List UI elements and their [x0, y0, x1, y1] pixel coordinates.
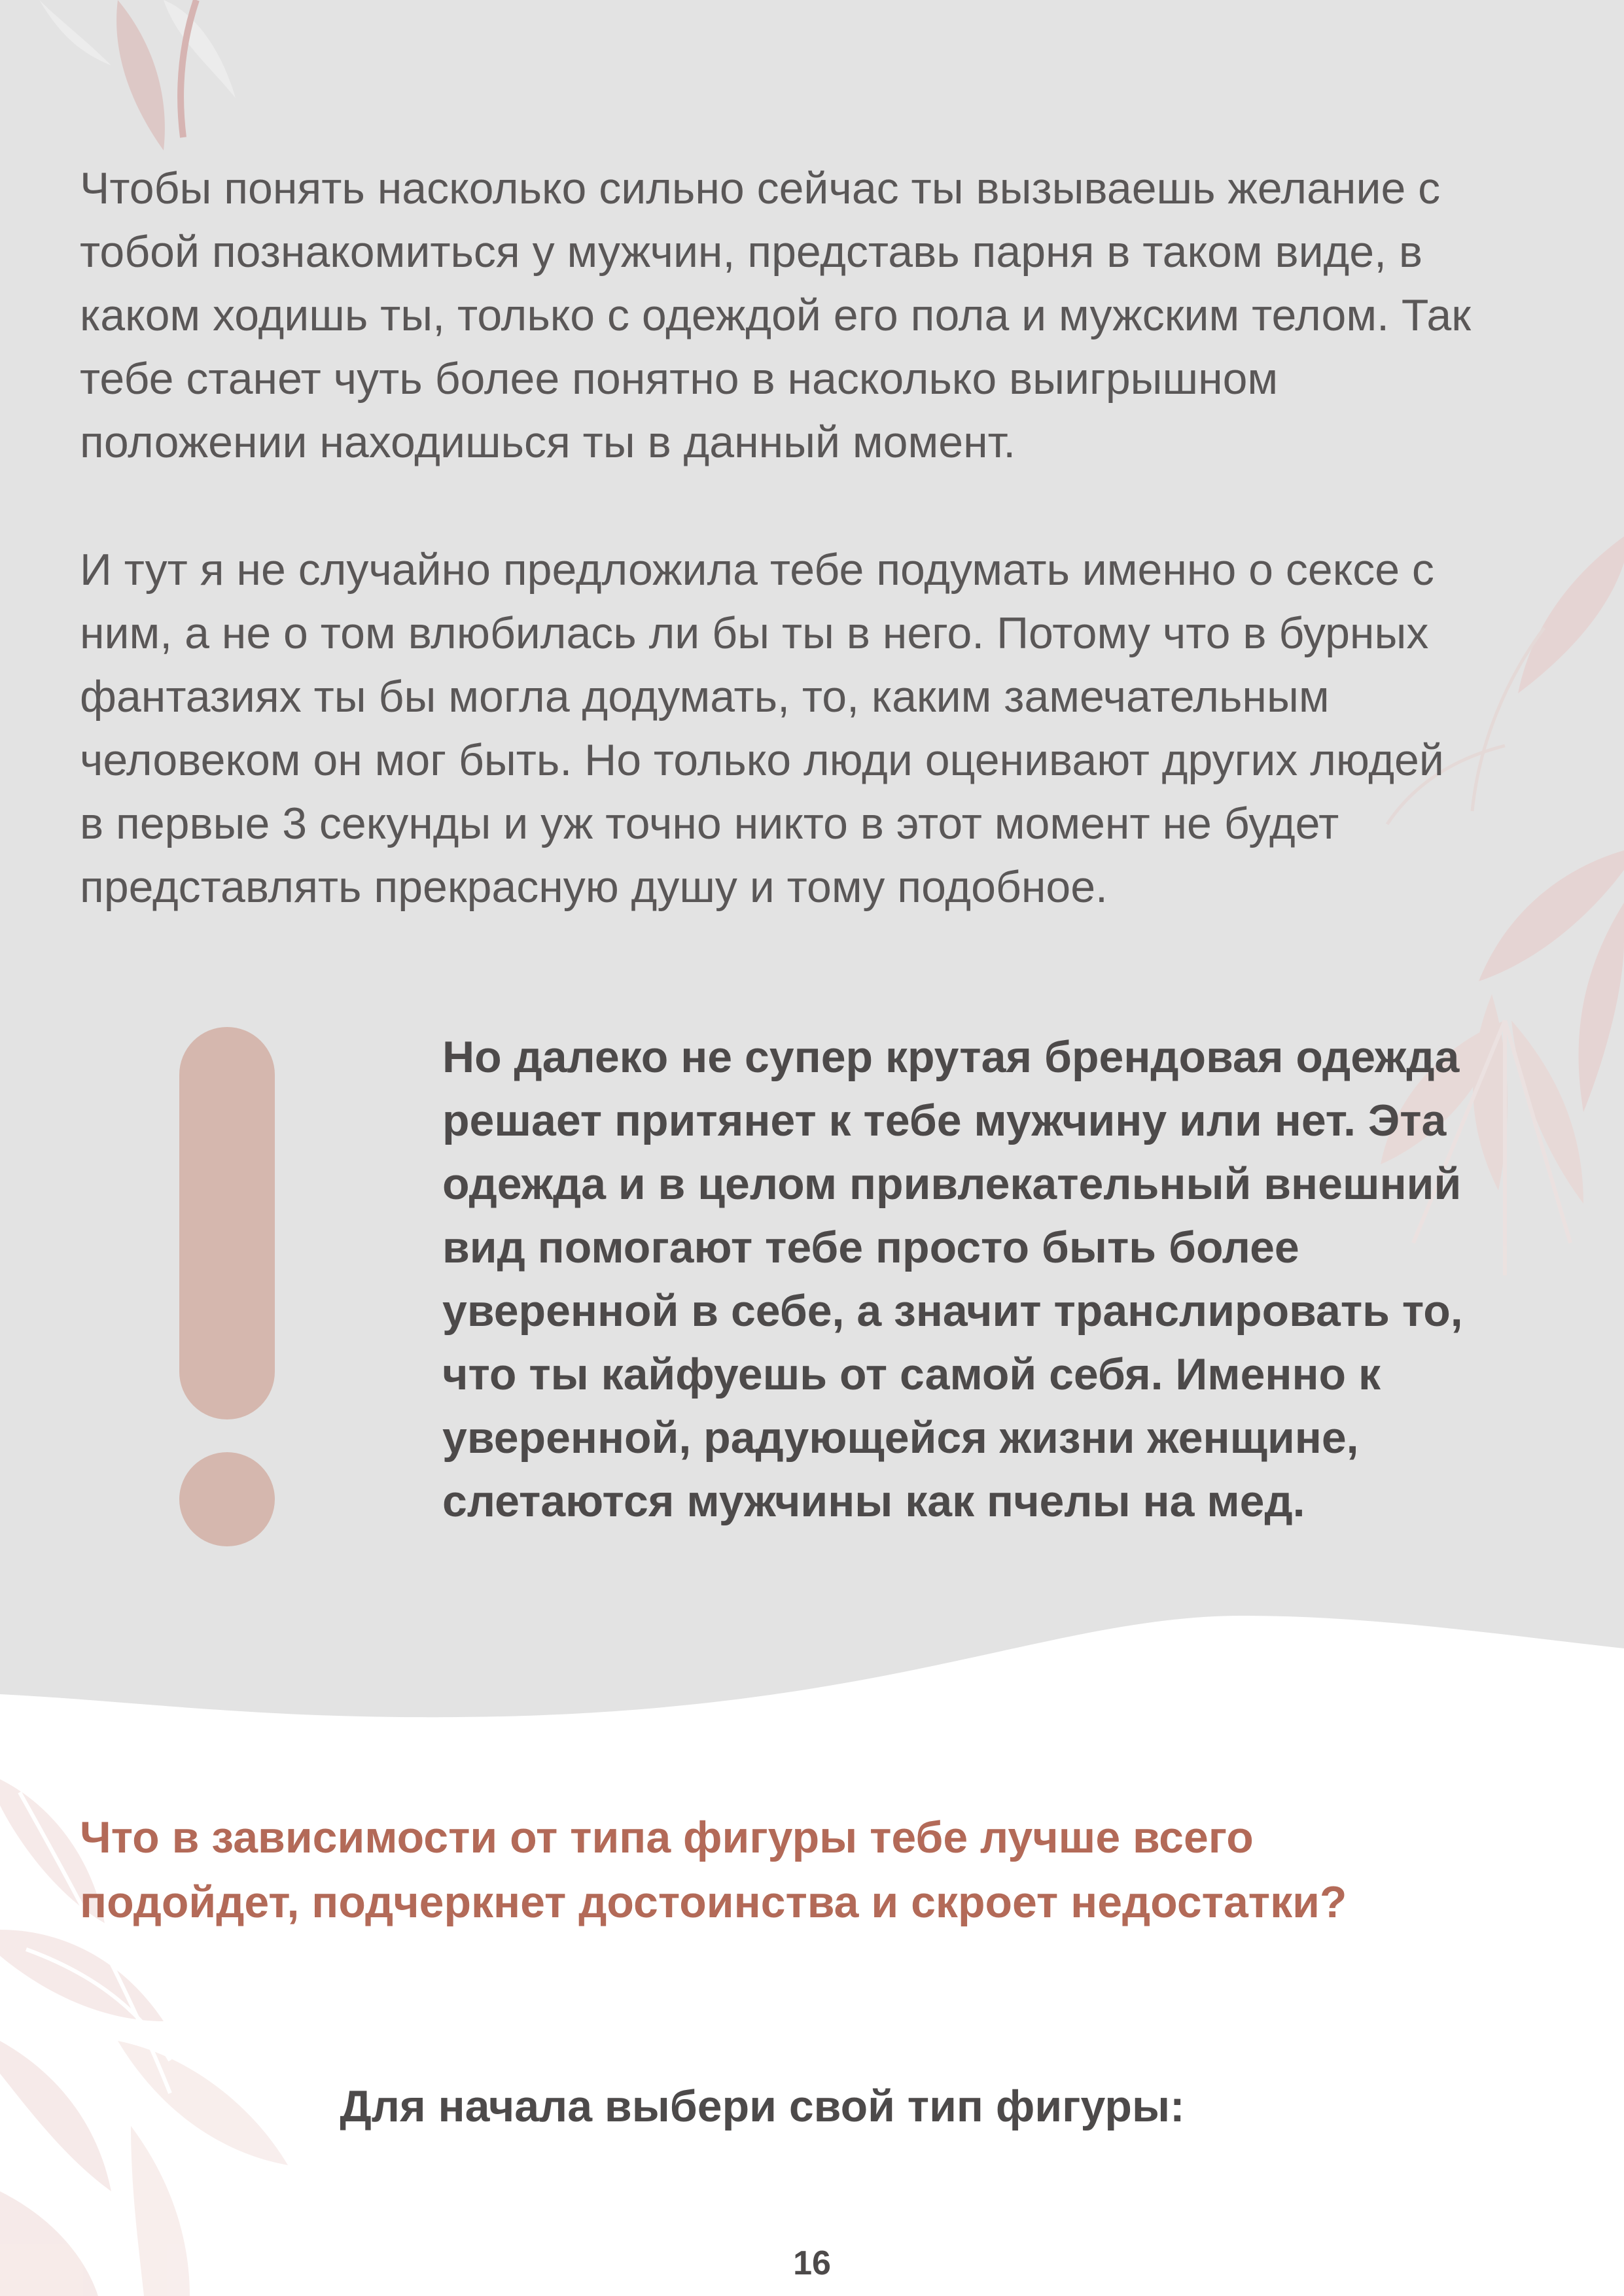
- exclamation-icon: [179, 1027, 275, 1546]
- page-number: 16: [793, 2244, 831, 2282]
- body-paragraph: И тут я не случайно предложила тебе подумать именно о сексе с ним, а не о том влюбилась ли бы ты в него. Потому что в бурных фантазиях ты бы могла додумать, то, каким замечательным человеком он мог быть. Но только люди оценивают других людей в первые 3 секунды и уж точно никто в этот момент не будет представлять прекрасную душу и тому подобное.: [80, 545, 1444, 912]
- section-question: Что в зависимости от типа фигуры тебе лучше всего подойдет, подчеркнет достоинства и скроет недостатки?: [80, 1813, 1347, 1927]
- callout-text: Но далеко не супер крутая брендовая одежда решает притянет к тебе мужчину или нет. Эта одежда и в целом привлекательный внешний вид помогают тебе просто быть более уверенной в себе, а значит транслировать то, что ты кайфуешь от самой себя. Именно к уверенной, радующейся жизни женщине, слетаются мужчины как пчелы на мед.: [442, 1032, 1463, 1526]
- exclamation-dot: [179, 1452, 275, 1546]
- body-paragraph: Чтобы понять насколько сильно сейчас ты вызываешь желание с тобой познакомиться у мужчин, представь парня в таком виде, в каком ходишь ты, только с одеждой его пола и мужским телом. Так тебе станет чуть более понятно в насколько выигрышном положении находишься ты в данный момент.: [80, 164, 1471, 467]
- exclamation-bar: [179, 1027, 275, 1419]
- choose-prompt: Для начала выбери свой тип фигуры:: [340, 2081, 1185, 2131]
